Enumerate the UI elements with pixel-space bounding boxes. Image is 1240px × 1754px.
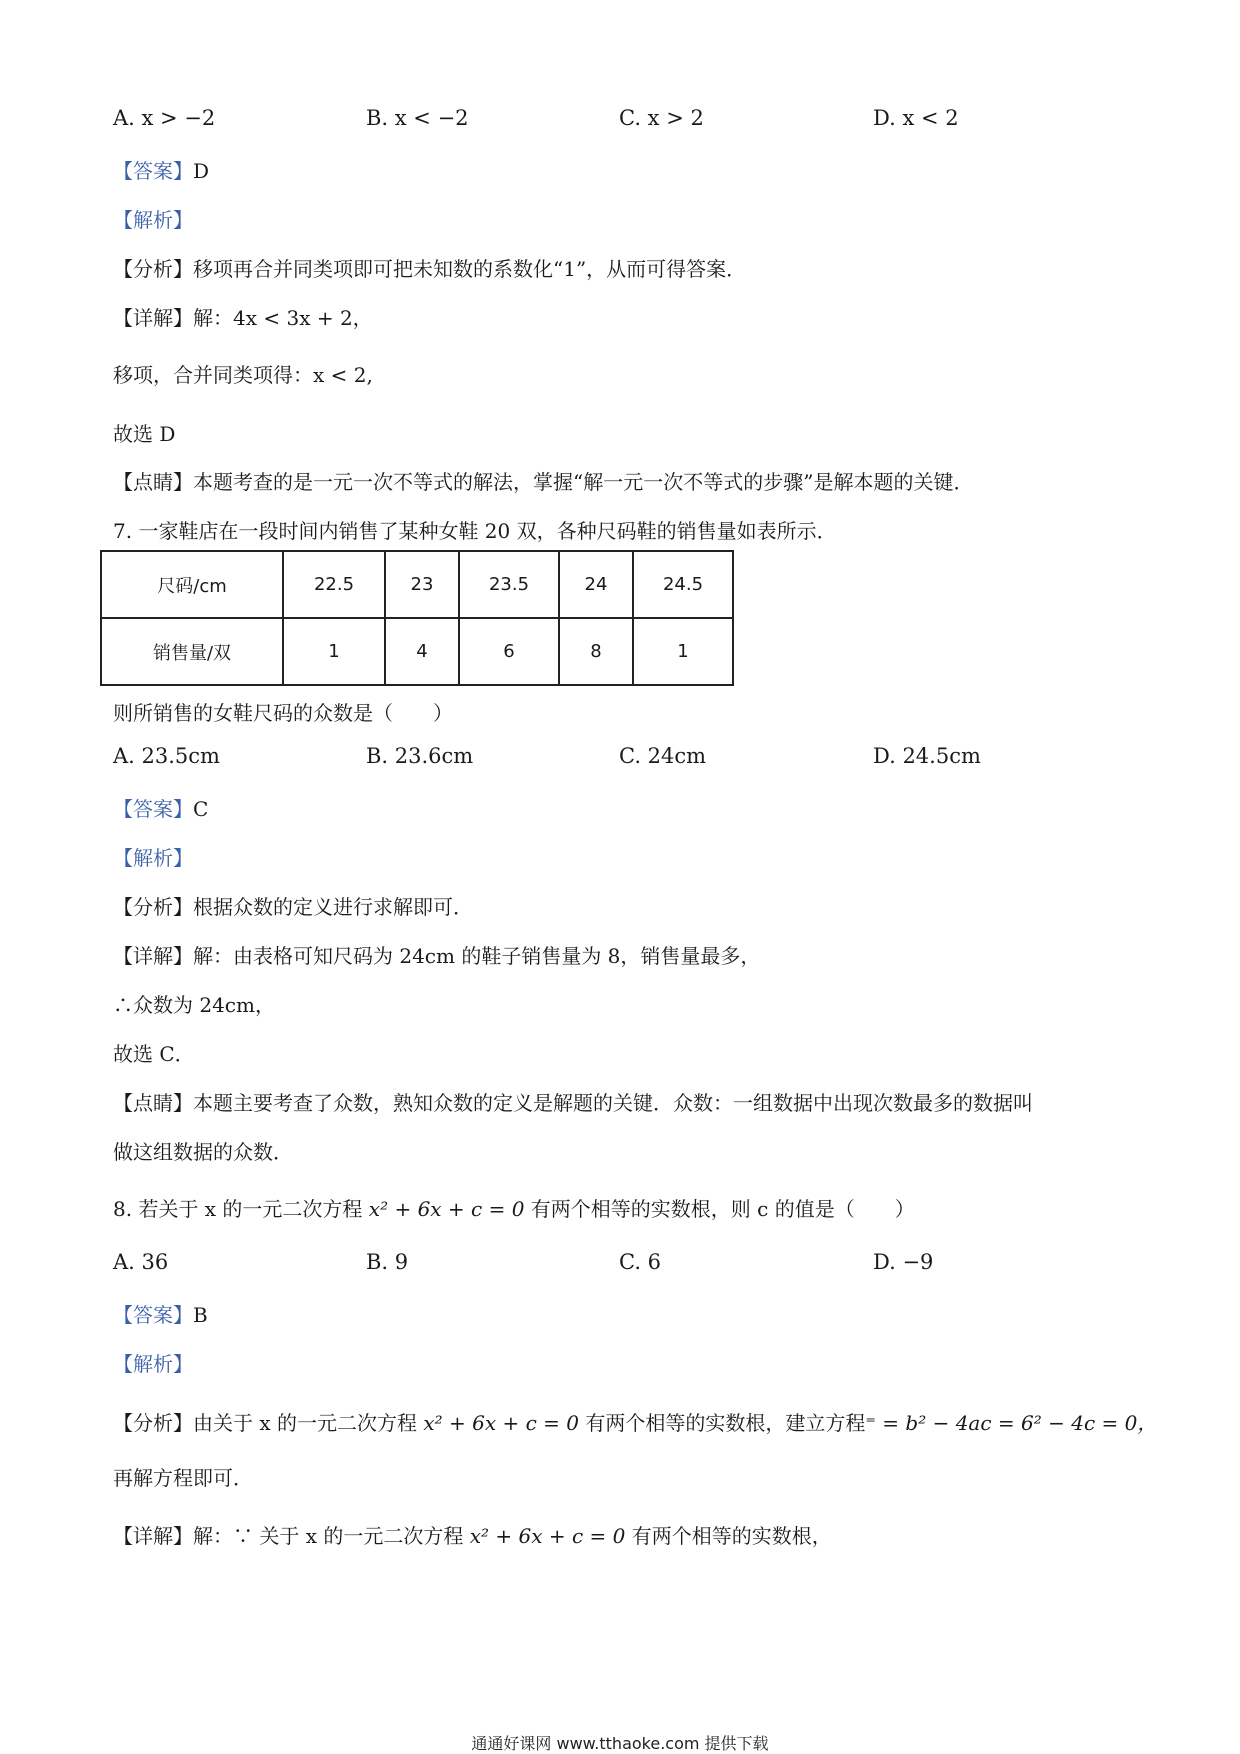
xiangjie-tag: 【详解】 bbox=[113, 1524, 193, 1548]
fenxi-tag: 【分析】 bbox=[113, 1411, 193, 1435]
q6-answer bbox=[113, 155, 209, 184]
table-cell: 23 bbox=[385, 551, 459, 618]
xiangjie-text-post: 有两个相等的实数根， bbox=[625, 1524, 832, 1548]
answer-value: D bbox=[193, 159, 210, 183]
q8-answer bbox=[113, 1299, 208, 1328]
xiangjie-text: 解：由表格可知尺码为 24cm 的鞋子销售量为 8，销售量最多， bbox=[193, 944, 761, 968]
q7-option-c: C. 24cm bbox=[619, 744, 707, 768]
fenxi-equation-2: ⁼ = b² − 4ac = 6² − 4c = 0， bbox=[865, 1411, 1158, 1435]
analysis-tag: 【解析】 bbox=[113, 1352, 193, 1376]
xiangjie-equation: x² + 6x + c = 0 bbox=[469, 1524, 626, 1548]
q6-dianjing bbox=[113, 466, 973, 495]
q8-option-d: D. −9 bbox=[873, 1250, 934, 1274]
q7-step-2: 故选 C． bbox=[113, 1042, 195, 1066]
q8-fenxi bbox=[113, 1407, 1157, 1436]
dianjing-tag: 【点睛】 bbox=[113, 1091, 193, 1115]
answer-value: B bbox=[193, 1303, 208, 1327]
xiangjie-text: 解：4x < 3x + 2， bbox=[193, 306, 373, 330]
q7-dianjing-cont: 做这组数据的众数． bbox=[113, 1140, 293, 1164]
table-cell: 23.5 bbox=[459, 551, 559, 618]
table-cell: 24.5 bbox=[633, 551, 733, 618]
q6-analysis-heading bbox=[113, 204, 193, 233]
table-cell: 1 bbox=[633, 618, 733, 685]
table-row bbox=[101, 618, 733, 685]
q7-size-table bbox=[100, 550, 734, 686]
fenxi-text: 由关于 x 的一元二次方程 bbox=[193, 1411, 424, 1435]
q8-option-a: A. 36 bbox=[113, 1250, 169, 1274]
table-cell: 24 bbox=[559, 551, 633, 618]
analysis-tag: 【解析】 bbox=[113, 846, 193, 870]
table-header-cell: 尺码/cm bbox=[101, 551, 283, 618]
table-cell: 4 bbox=[385, 618, 459, 685]
q6-option-c: C. x > 2 bbox=[619, 106, 704, 130]
fenxi-text: 根据众数的定义进行求解即可． bbox=[193, 895, 473, 919]
answer-value: C bbox=[193, 797, 209, 821]
table-cell: 1 bbox=[283, 618, 385, 685]
q6-step-1: 移项，合并同类项得：x < 2, bbox=[113, 363, 373, 387]
q7-stem: 7. 一家鞋店在一段时间内销售了某种女鞋 20 双，各种尺码鞋的销售量如表所示． bbox=[113, 519, 837, 543]
table-cell: 8 bbox=[559, 618, 633, 685]
xiangjie-tag: 【详解】 bbox=[113, 944, 193, 968]
fenxi-text: 移项再合并同类项即可把未知数的系数化“1”，从而可得答案． bbox=[193, 257, 747, 281]
q6-option-a: A. x > −2 bbox=[113, 106, 216, 130]
xiangjie-text: 解：∵ 关于 x 的一元二次方程 bbox=[193, 1524, 470, 1548]
table-cell: 22.5 bbox=[283, 551, 385, 618]
page-footer: 通通好课网 www.tthaoke.com 提供下载 bbox=[471, 1734, 769, 1753]
dianjing-tag: 【点睛】 bbox=[113, 470, 193, 494]
q6-option-d: D. x < 2 bbox=[873, 106, 959, 130]
q8-fenxi-cont: 再解方程即可． bbox=[113, 1466, 253, 1490]
fenxi-equation: x² + 6x + c = 0 bbox=[423, 1411, 580, 1435]
q7-step-1: ∴众数为 24cm， bbox=[113, 993, 275, 1017]
fenxi-tag: 【分析】 bbox=[113, 895, 193, 919]
q7-dianjing bbox=[113, 1087, 1033, 1116]
fenxi-text-mid: 有两个相等的实数根，建立方程 bbox=[579, 1411, 866, 1435]
q8-option-c: C. 6 bbox=[619, 1250, 662, 1274]
q7-analysis-heading bbox=[113, 842, 193, 871]
q7-fenxi bbox=[113, 891, 473, 920]
q8-option-b: B. 9 bbox=[366, 1250, 409, 1274]
q7-option-d: D. 24.5cm bbox=[873, 744, 981, 768]
q7-answer bbox=[113, 793, 208, 822]
answer-tag: 【答案】 bbox=[113, 1303, 193, 1327]
q6-xiangjie bbox=[113, 302, 373, 331]
q8-xiangjie bbox=[113, 1520, 832, 1549]
answer-tag: 【答案】 bbox=[113, 797, 193, 821]
q8-stem-post: 有两个相等的实数根，则 c 的值是（ ） bbox=[524, 1197, 915, 1221]
table-header-cell: 销售量/双 bbox=[101, 618, 283, 685]
q8-stem-pre: 8. 若关于 x 的一元二次方程 bbox=[113, 1197, 369, 1221]
q7-question: 则所销售的女鞋尺码的众数是（ ） bbox=[113, 701, 453, 725]
answer-tag: 【答案】 bbox=[113, 159, 193, 183]
q7-xiangjie bbox=[113, 940, 760, 969]
table-cell: 6 bbox=[459, 618, 559, 685]
fenxi-tag: 【分析】 bbox=[113, 257, 193, 281]
dianjing-text: 本题主要考查了众数，熟知众数的定义是解题的关键．众数：一组数据中出现次数最多的数据叫 bbox=[193, 1091, 1033, 1115]
dianjing-text: 本题考查的是一元一次不等式的解法，掌握“解一元一次不等式的步骤”是解本题的关键． bbox=[193, 470, 974, 494]
xiangjie-tag: 【详解】 bbox=[113, 306, 193, 330]
q7-option-b: B. 23.6cm bbox=[366, 744, 474, 768]
q8-equation: x² + 6x + c = 0 bbox=[368, 1197, 525, 1221]
q6-option-b: B. x < −2 bbox=[366, 106, 469, 130]
analysis-tag: 【解析】 bbox=[113, 208, 193, 232]
q6-fenxi bbox=[113, 253, 746, 282]
q8-stem bbox=[113, 1193, 915, 1222]
q7-option-a: A. 23.5cm bbox=[113, 744, 220, 768]
q6-step-2: 故选 D bbox=[113, 422, 176, 446]
q8-analysis-heading bbox=[113, 1348, 193, 1377]
table-row bbox=[101, 551, 733, 618]
